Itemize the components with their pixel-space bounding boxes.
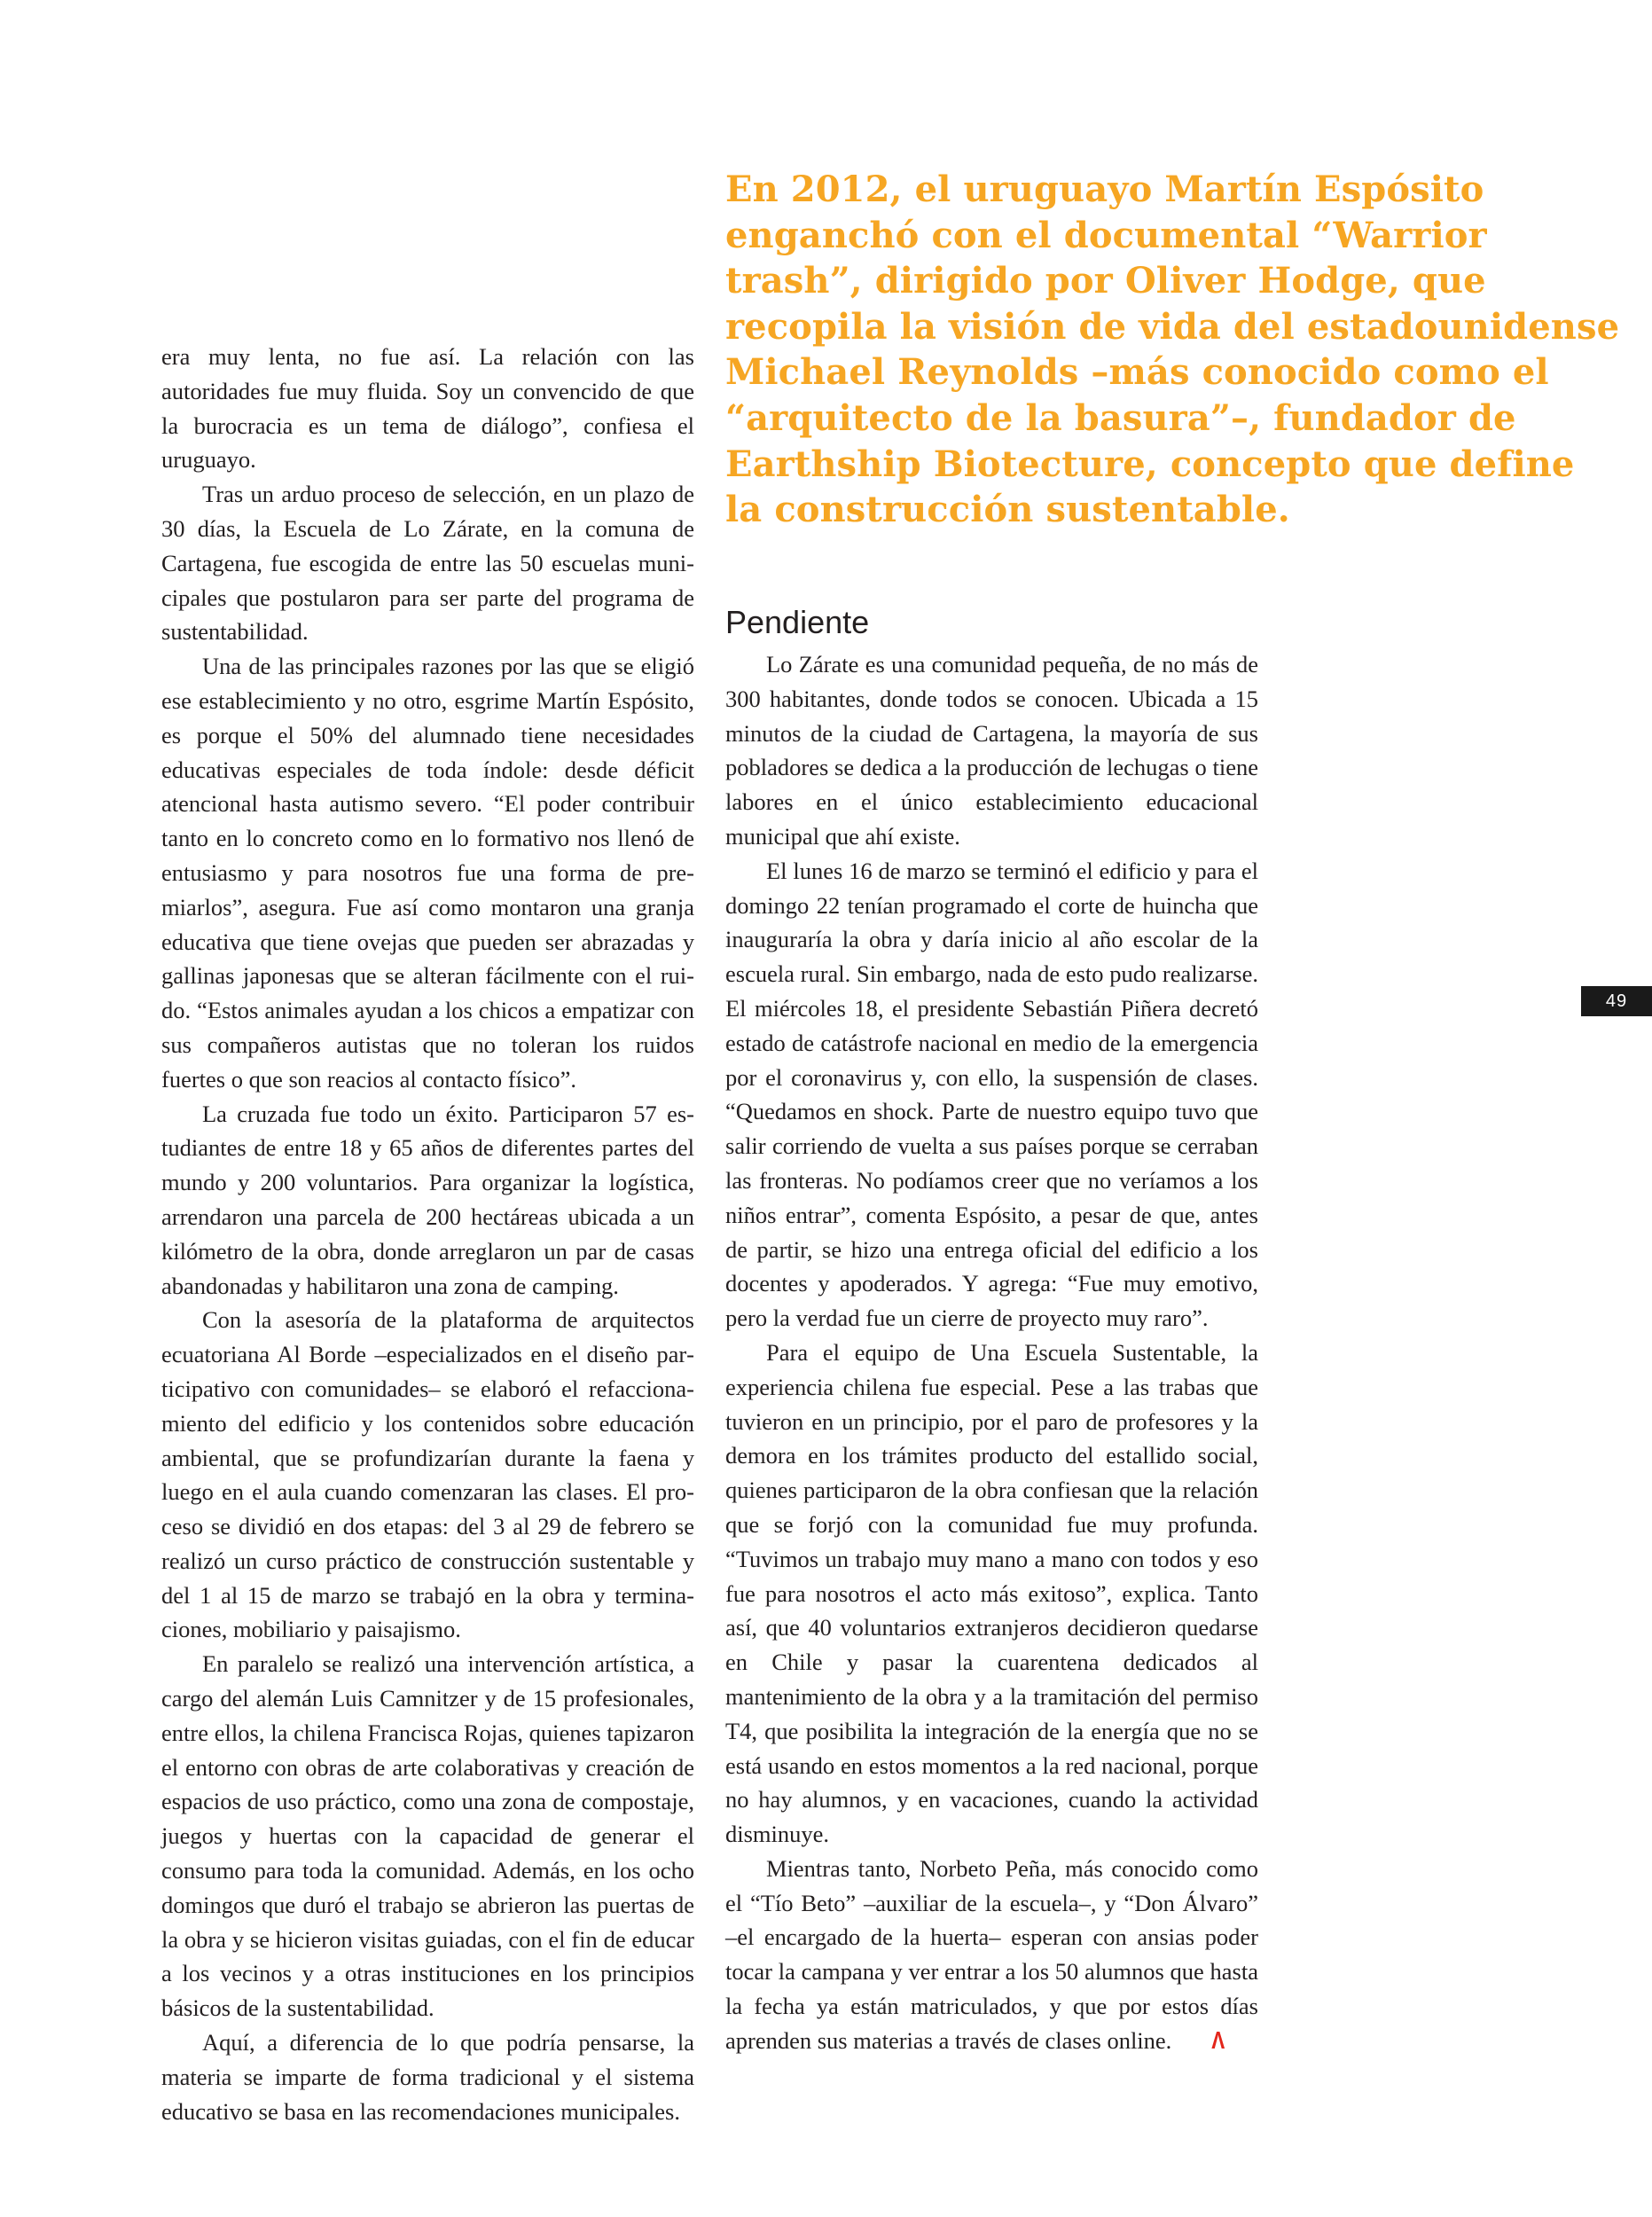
- left-column: [161, 340, 694, 2128]
- paragraph: Lo Zárate es una comunidad pequeña, de no más de 300 habitantes, donde todos se conocen. Ubicada a 15 minutos de la ciudad de Cartagena, la mayoría de sus pobladores se dedica a la producción de lechugas o tiene labores en el único establecimiento educacional municipal que ahí existe.: [725, 651, 1258, 850]
- pull-quote: En 2012, el uruguayo Martín Espósito enganchó con el documental “Warrior trash”, dirigido por Oliver Hodge, que recopila la visión de vida del estadounidense Michael Reynolds –más conocido como el “arquitecto de la basura”–, fundador de Earthship Biotecture, concepto que define la construcción sustentable.: [725, 168, 1620, 531]
- paragraph: Tras un arduo proceso de selección, en un plazo de 30 días, la Escuela de Lo Zárate, en la comuna de Cartagena, fue escogida de entre las 50 escuelas municipales que postularon para ser parte del programa de sustentabilidad.: [161, 481, 694, 646]
- last-paragraph-text: Mientras tanto, Norbeto Peña, más conocido como el “Tío Beto” –auxiliar de la escuela–, y “Don Álvaro” –el encargado de la huerta– esperan con ansias poder tocar la campana y ver entrar a los 50 alumnos que hasta la fecha ya están matriculados, y que por estos días aprenden sus materias a través de clases online.: [725, 1854, 1258, 2054]
- paragraph: era muy lenta, no fue así. La relación con las autoridades fue muy fluida. Soy un convencido de que la burocracia es un tema de diálogo”, confiesa el uruguayo.: [161, 343, 694, 474]
- right-column: [725, 647, 1258, 2058]
- page-number: 49: [1581, 986, 1652, 1016]
- last-paragraph: [725, 1852, 1258, 2058]
- paragraph: Con la asesoría de la plataforma de arquitectos ecuatoriana Al Borde –especializados en el diseño participativo con comunidades– se elaboró el refaccionamiento del edificio y los contenidos sobre educación ambiental, que se profundizarían durante la faena y luego en el aula cuando comenzaran las clases. El proceso se dividió en dos etapas: del 3 al 29 de febrero se realizó un curso práctico de construcción sustentable y del 1 al 15 de marzo se trabajó en la obra y terminaciones, mobiliario y paisajismo.: [161, 1306, 694, 1643]
- paragraph: El lunes 16 de marzo se terminó el edificio y para el domingo 22 tenían programado el corte de huincha que inauguraría la obra y daría inicio al año escolar de la escuela rural. Sin embargo, nada de esto pudo realizarse. El miércoles 18, el presidente Sebastián Piñera decretó estado de catástrofe nacional en medio de la emergencia por el coronavirus y, con ello, la suspensión de clases. “Quedamos en shock. Parte de nuestro equipo tuvo que salir corriendo de vuelta a sus países porque se cerraban las fronteras. No podíamos creer que no veríamos a los niños entrar”, comenta Espósito, a pesar de que, antes de partir, se hizo una entrega oficial del edificio a los docentes y apoderados. Y agrega: “Fue muy emotivo, pero la verdad fue un cierre de proyecto muy raro”.: [725, 857, 1258, 1332]
- paragraph: Aquí, a diferencia de lo que podría pensarse, la materia se imparte de forma tradicional y el sistema educativo se basa en las recomendaciones municipales.: [161, 2029, 694, 2125]
- paragraph: En paralelo se realizó una intervención artística, a cargo del alemán Luis Camnitzer y de 15 profesionales, entre ellos, la chilena Francisca Rojas, quienes tapizaron el entorno con obras de arte colaborativas y creación de espacios de uso práctico, como una zona de compostaje, juegos y huertas con la capacidad de generar el consumo para toda la comunidad. Además, en los ocho domingos que duró el trabajo se abrieron las puertas de la obra y se hicieron visitas guiadas, con el fin de educar a los vecinos y a otras instituciones en los principios básicos de la sustentabilidad.: [161, 1650, 694, 2022]
- paragraph: Para el equipo de Una Escuela Sustentable, la experiencia chilena fue especial. Pese a las trabas que tuvieron en un principio, por el paro de profesores y la demora en los trámites producto del estallido social, quienes participaron de la obra confiesan que la relación que se forjó con la comunidad fue muy profunda. “Tuvimos un trabajo muy mano a mano con todos y eso fue para nosotros el acto más exitoso”, explica. Tanto así, que 40 voluntarios extranjeros decidieron quedarse en Chile y pasar la cuarentena dedicados al mantenimiento de la obra y a la tramitación del permiso T4, que posibilita la integración de la energía que no se está usando en estos momentos a la red nacional, porque no hay alumnos, y en vacaciones, cuando la actividad disminuye.: [725, 1338, 1258, 1848]
- end-mark-icon: Λ: [1211, 2025, 1225, 2054]
- paragraph: La cruzada fue todo un éxito. Participaron 57 estudiantes de entre 18 y 65 años de diferentes partes del mundo y 200 voluntarios. Para organizar la logística, arrendaron una parcela de 200 hectáreas ubicada a un kilómetro de la obra, donde arreglaron un par de casas abandonadas y habilitaron una zona de camping.: [161, 1100, 694, 1299]
- paragraph: Una de las principales razones por las que se eligió ese establecimiento y no otro, esgrime Martín Espósito, es porque el 50% del alumnado tiene necesidades educativas especiales de toda índole: desde déficit atencional hasta autismo severo. “El poder contribuir tanto en lo concreto como en lo formativo nos llenó de entusiasmo y para nosotros fue una forma de premiarlos”, asegura. Fue así como montaron una granja educativa que tiene ovejas que pueden ser abrazadas y gallinas japonesas que se alteran fácilmente con el ruido. “Estos animales ayudan a los chicos a empatizar con sus compañeros autistas que no toleran los ruidos fuertes o que son reacios al contacto físico”.: [161, 653, 694, 1093]
- section-heading: Pendiente: [725, 604, 870, 640]
